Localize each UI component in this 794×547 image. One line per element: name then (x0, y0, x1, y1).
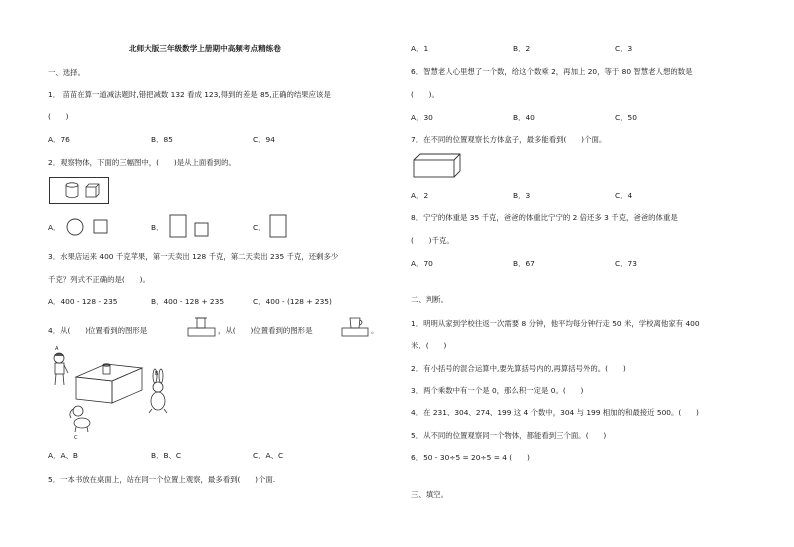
q1-option-a: A．76 (48, 135, 70, 144)
judge-1-text-cont: 米．( ) (411, 341, 447, 350)
judge-3-text: 3．两个乘数中有一个是 0，那么积一定是 0。( ) (411, 386, 584, 395)
q7-option-a: A．2 (411, 191, 429, 200)
q4-option-b: B．B、C (151, 451, 182, 460)
q8-text: 8．宁宁的体重是 35 千克，爸爸的体重比宁宁的 2 倍还多 3 千克，爸爸的体重是 (411, 213, 678, 222)
judge-4-text: 4．在 231、304、274、199 这 4 个数中，304 与 199 相加的和最接近 500。( ) (411, 408, 699, 417)
page-title: 北师大版三年级数学上册期中高频考点精练卷 (129, 44, 281, 53)
q2-option-b-figure (168, 213, 212, 241)
q2-option-c: C． (253, 223, 266, 232)
q8-blank: ( )千克。 (411, 236, 454, 245)
q4-option-c: C．A、C (253, 451, 284, 460)
q5-text: 5．一本书放在桌面上，站在同一个位置上观察，最多看到( )个面. (48, 475, 276, 484)
q7-option-c: C．4 (615, 191, 633, 200)
judge-1-text: 1．明明从家到学校往返一次需要 8 分钟，他平均每分钟行走 50 米，学校离他家有 400 (411, 319, 700, 328)
q1-blank: ( ) (48, 112, 69, 121)
q8-option-b: B．67 (513, 259, 535, 268)
q6-option-b: B．40 (513, 113, 535, 122)
judge-2-text: 2．有小括号的混合运算中,要先算括号内的,再算括号外的。( ) (411, 364, 626, 373)
judge-6-text: 6．50 - 30÷5 = 20÷5 = 4 ( ) (411, 453, 530, 462)
q3-option-a: A．400 - 128 - 235 (48, 297, 118, 306)
q6-blank: ( )。 (411, 90, 439, 99)
q7-text: 7．在不同的位置观察长方体盒子，最多能看到( )个面。 (411, 135, 607, 144)
q4-text-part2: ，从( )位置看到的图形是 (218, 326, 313, 335)
q4-view-figure-2 (341, 314, 371, 338)
q3-text-cont: 千克？列式不正确的是( )。 (48, 275, 150, 284)
q8-option-a: A．70 (411, 259, 433, 268)
q4-label-b: B (155, 371, 159, 377)
section-1-heading: 一、选择。 (48, 68, 85, 77)
section-3-heading: 三、填空。 (411, 490, 448, 499)
q2-text: 2．观察物体，下面的三幅图中，( )是从上面看到的。 (48, 158, 236, 167)
q4-label-a: A (55, 346, 59, 352)
q6-option-a: A．30 (411, 113, 433, 122)
q6-text: 6．智慧老人心里想了一个数，给这个数乘 2，再加上 20，等于 80 智慧老人想的数是 (411, 67, 693, 76)
q1-option-c: C．94 (253, 135, 275, 144)
q2-option-a: A． (48, 223, 61, 232)
q5-option-c: C．3 (615, 44, 633, 53)
q4-option-a: A．A、B (48, 451, 78, 460)
q8-option-c: C．73 (615, 259, 637, 268)
boy-a-icon (54, 353, 68, 385)
q6-option-c: C．50 (615, 113, 637, 122)
q3-text: 3．水果店运来 400 千克苹果，第一天卖出 128 千克，第二天卖出 235 千克，还剩多少 (48, 252, 339, 261)
section-2-heading: 二、判断。 (411, 295, 448, 304)
cylinder-cube-drawing (50, 178, 108, 203)
dog-c-icon (70, 406, 90, 432)
q2-option-c-figure (268, 213, 292, 241)
q4-scene-figure (48, 347, 178, 443)
q1-text: 1． 苗苗在算一道减法题时,错把减数 132 看成 123,得到的差是 85,正确的结果应该是 (48, 90, 331, 99)
judge-5-text: 5．从不同的位置观察同一个物体，都能看到三个面。( ) (411, 431, 607, 440)
q2-objects-figure (49, 177, 109, 204)
q5-option-a: A．1 (411, 44, 429, 53)
q5-option-b: B．2 (513, 44, 531, 53)
q3-option-c: C．400 - (128 + 235) (253, 297, 332, 306)
q2-option-a-figure (66, 217, 110, 237)
q4-label-c: C (74, 435, 78, 441)
q4-view-figure-1 (187, 314, 217, 338)
q2-option-b: B． (151, 223, 164, 232)
q3-option-b: B．400 - 128 + 235 (151, 297, 225, 306)
cuboid-with-cup-drawing (76, 364, 142, 403)
q7-option-b: B．3 (513, 191, 531, 200)
q7-cuboid-figure (413, 153, 463, 179)
q1-option-b: B．85 (151, 135, 173, 144)
q4-text-part1: 4．从( )位置看到的图形是 (48, 326, 148, 335)
q4-text-end: 。 (371, 326, 379, 335)
